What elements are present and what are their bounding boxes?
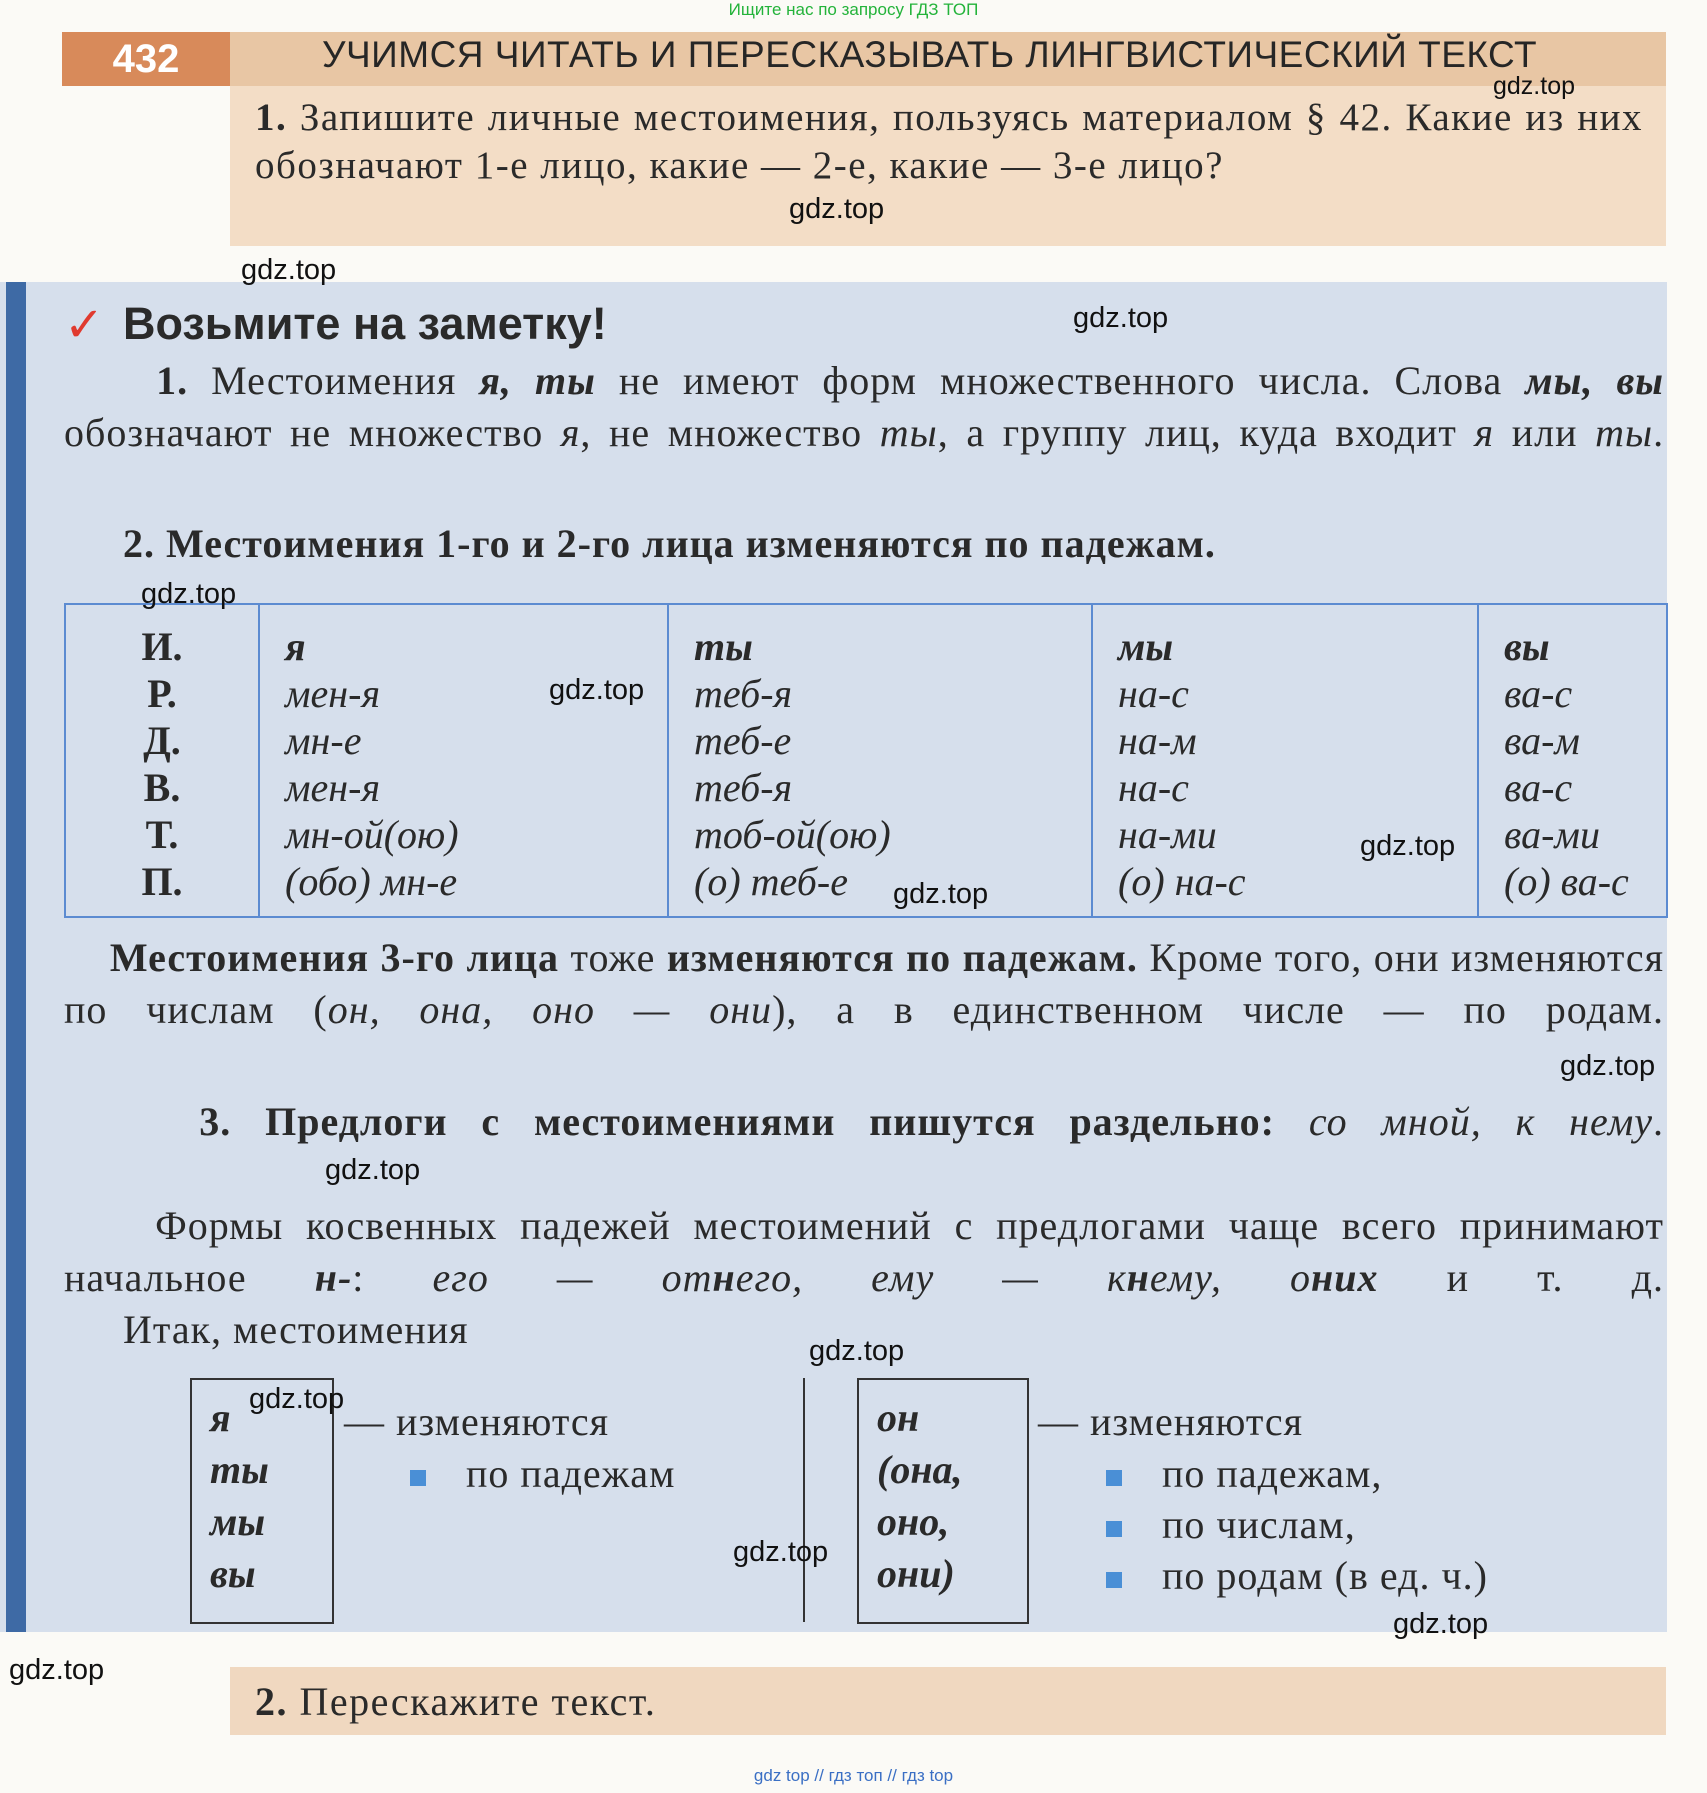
watermark: gdz.top [809, 1335, 905, 1367]
summary-right-item: по числам, [1106, 1499, 1356, 1551]
p1-word: я, ты [479, 358, 596, 403]
p5-example: ему, о [1149, 1255, 1312, 1300]
pronoun: они) [877, 1551, 955, 1596]
bottom-note: gdz top // гдз топ // гдз top [753, 1766, 954, 1785]
watermark: gdz.top [241, 254, 337, 286]
watermark: gdz.top [1493, 72, 1576, 100]
p5-example: их [1334, 1255, 1379, 1300]
summary-right-item: по падежам, [1106, 1448, 1382, 1500]
table-cell: ва-с [1504, 765, 1573, 810]
table-cell: теб-е [694, 718, 792, 763]
bullet-icon [410, 1470, 426, 1486]
note-paragraph-2: 2. Местоимения 1-го и 2-го лица изменяются по падежам. [123, 521, 1216, 566]
watermark: gdz.top [1560, 1050, 1656, 1082]
case-label: П. [141, 859, 183, 904]
p4-text: 3. Предлоги с местоимениями пишутся раздельно: [199, 1099, 1275, 1144]
table-cell: теб-я [694, 765, 793, 810]
summary-right-verb: — изменяются [1038, 1399, 1303, 1444]
p3-text: ), а в единственном числе — по родам. [772, 987, 1664, 1032]
table-cell: мы [1118, 624, 1174, 669]
p3-text: Кроме того, они изменяются по числам ( [64, 935, 1665, 1032]
p1-text: обозначают не множество [64, 410, 544, 455]
p5-text: Формы косвенных падежей местоимений с предлогами чаще всего принимают начальное [64, 1203, 1665, 1300]
table-cell: на-ми [1118, 812, 1217, 857]
pronoun: оно, [877, 1499, 950, 1544]
table-cell: ты [694, 624, 753, 669]
case-label: Д. [143, 718, 181, 763]
table-cell: на-с [1118, 671, 1189, 716]
pronoun: вы [210, 1551, 256, 1596]
table-cell: (о) на-с [1118, 859, 1246, 904]
column-ty [668, 604, 1092, 917]
summary-divider [803, 1378, 805, 1622]
p5-letter: н [712, 1255, 736, 1300]
table-cell: мн-ой(ою) [285, 812, 459, 857]
summary-left-verb: — изменяются [344, 1399, 609, 1444]
column-my [1092, 604, 1478, 917]
watermark: gdz.top [141, 578, 237, 610]
task2-number: 2. [255, 1679, 288, 1724]
watermark: gdz.top [733, 1536, 829, 1568]
p5-letter: н [1311, 1255, 1335, 1300]
case-label: Р. [147, 671, 177, 716]
p1-word: я [560, 410, 581, 455]
watermark: gdz.top [549, 674, 645, 706]
p5-text: : [352, 1255, 365, 1300]
watermark: gdz.top [9, 1654, 105, 1686]
table-cell: тоб-ой(ою) [694, 812, 891, 857]
watermark: gdz.top [249, 1383, 345, 1415]
column-ya [259, 604, 668, 917]
p1-text: , а группу лиц, куда входит [937, 410, 1457, 455]
p1-text: или [1511, 410, 1578, 455]
note-title: Возьмите на заметку! [123, 298, 607, 349]
summary-left-item: по падежам [410, 1448, 675, 1500]
table-cell: мн-е [285, 718, 362, 763]
top-note: Ищите нас по запросу ГДЗ ТОП [728, 0, 979, 19]
pronoun: я [210, 1395, 231, 1440]
p3-text: изменяются по падежам. [666, 935, 1138, 980]
p3-text: тоже [570, 935, 656, 980]
p5-example: его, ему — к [735, 1255, 1127, 1300]
check-icon: ✓ [64, 299, 105, 352]
table-cell: мен-я [285, 765, 381, 810]
watermark: gdz.top [1073, 302, 1169, 334]
p1-word: мы, вы [1525, 358, 1665, 403]
table-cell: ва-м [1504, 718, 1580, 763]
table-cell: ва-с [1504, 671, 1573, 716]
watermark: gdz.top [1360, 830, 1456, 862]
p5-text: и т. д. [1446, 1255, 1664, 1300]
note-paragraph-4 [64, 1096, 1664, 1148]
p5-letter: н- [314, 1255, 353, 1300]
watermark: gdz.top [1393, 1608, 1489, 1640]
bullet-icon [1106, 1572, 1122, 1588]
table-cell: теб-я [694, 671, 793, 716]
case-label: Т. [145, 812, 179, 857]
task2-text [255, 1678, 656, 1725]
p3-word: он, она, оно — они [327, 987, 773, 1032]
exercise-number: 432 [62, 32, 230, 86]
p1-text: Местоимения [211, 358, 457, 403]
watermark: gdz.top [893, 878, 989, 910]
case-column [65, 604, 259, 917]
table-cell: (о) ва-с [1504, 859, 1629, 904]
p1-text: не имеют форм множественного числа. Слова [618, 358, 1503, 403]
pronoun: (она, [877, 1447, 963, 1492]
pronoun: мы [210, 1499, 266, 1544]
note-paragraph-3 [64, 932, 1664, 1036]
table-cell: мен-я [285, 671, 381, 716]
column-vy [1478, 604, 1667, 917]
task2-body: Перескажите текст. [299, 1679, 657, 1724]
task1-number: 1. [255, 96, 288, 139]
table-cell: ва-ми [1504, 812, 1600, 857]
summary-right-item: по родам (в ед. ч.) [1106, 1550, 1488, 1602]
p1-number: 1. [156, 358, 189, 403]
p3-text: Местоимения 3-го лица [109, 935, 560, 980]
note-paragraph-5 [64, 1200, 1664, 1304]
p1-word: я [1474, 410, 1495, 455]
watermark: gdz.top [789, 193, 885, 225]
summary-right-box [857, 1378, 1029, 1624]
task1-text [255, 94, 1643, 190]
table-cell: вы [1504, 624, 1550, 669]
table-cell: на-м [1118, 718, 1197, 763]
pronoun: ты [210, 1447, 269, 1492]
p5-letter: н [1126, 1255, 1150, 1300]
note-paragraph-6: Итак, местоимения [123, 1307, 469, 1352]
exercise-title: УЧИМСЯ ЧИТАТЬ И ПЕРЕСКАЗЫВАТЬ ЛИНГВИСТИЧЕСКИЙ ТЕКСТ [322, 34, 1538, 75]
case-label: В. [143, 765, 181, 810]
p5-example: его — от [432, 1255, 713, 1300]
table-cell: (обо) мн-е [285, 859, 458, 904]
bullet-icon [1106, 1470, 1122, 1486]
case-label: И. [141, 624, 183, 669]
note-side-bar [6, 282, 26, 1632]
declension-table [64, 603, 1668, 918]
table-cell: на-с [1118, 765, 1189, 810]
task1-body: Запишите личные местоимения, пользуясь материалом § 42. Какие из них обозначают 1-е лицо, какие — 2-е, какие — 3-е лицо? [255, 96, 1643, 187]
p1-word: ты [1595, 410, 1654, 455]
watermark: gdz.top [325, 1154, 421, 1186]
pronoun: он [877, 1395, 920, 1440]
note-paragraph-1 [64, 355, 1664, 459]
p1-word: ты [879, 410, 938, 455]
table-cell: (о) теб-е [694, 859, 848, 904]
p4-example: со мной, к нему [1308, 1099, 1654, 1144]
p4-text: . [1653, 1099, 1665, 1144]
bullet-icon [1106, 1521, 1122, 1537]
p1-text: . [1653, 410, 1665, 455]
p1-text: , не множество [580, 410, 863, 455]
table-cell: я [285, 624, 306, 669]
